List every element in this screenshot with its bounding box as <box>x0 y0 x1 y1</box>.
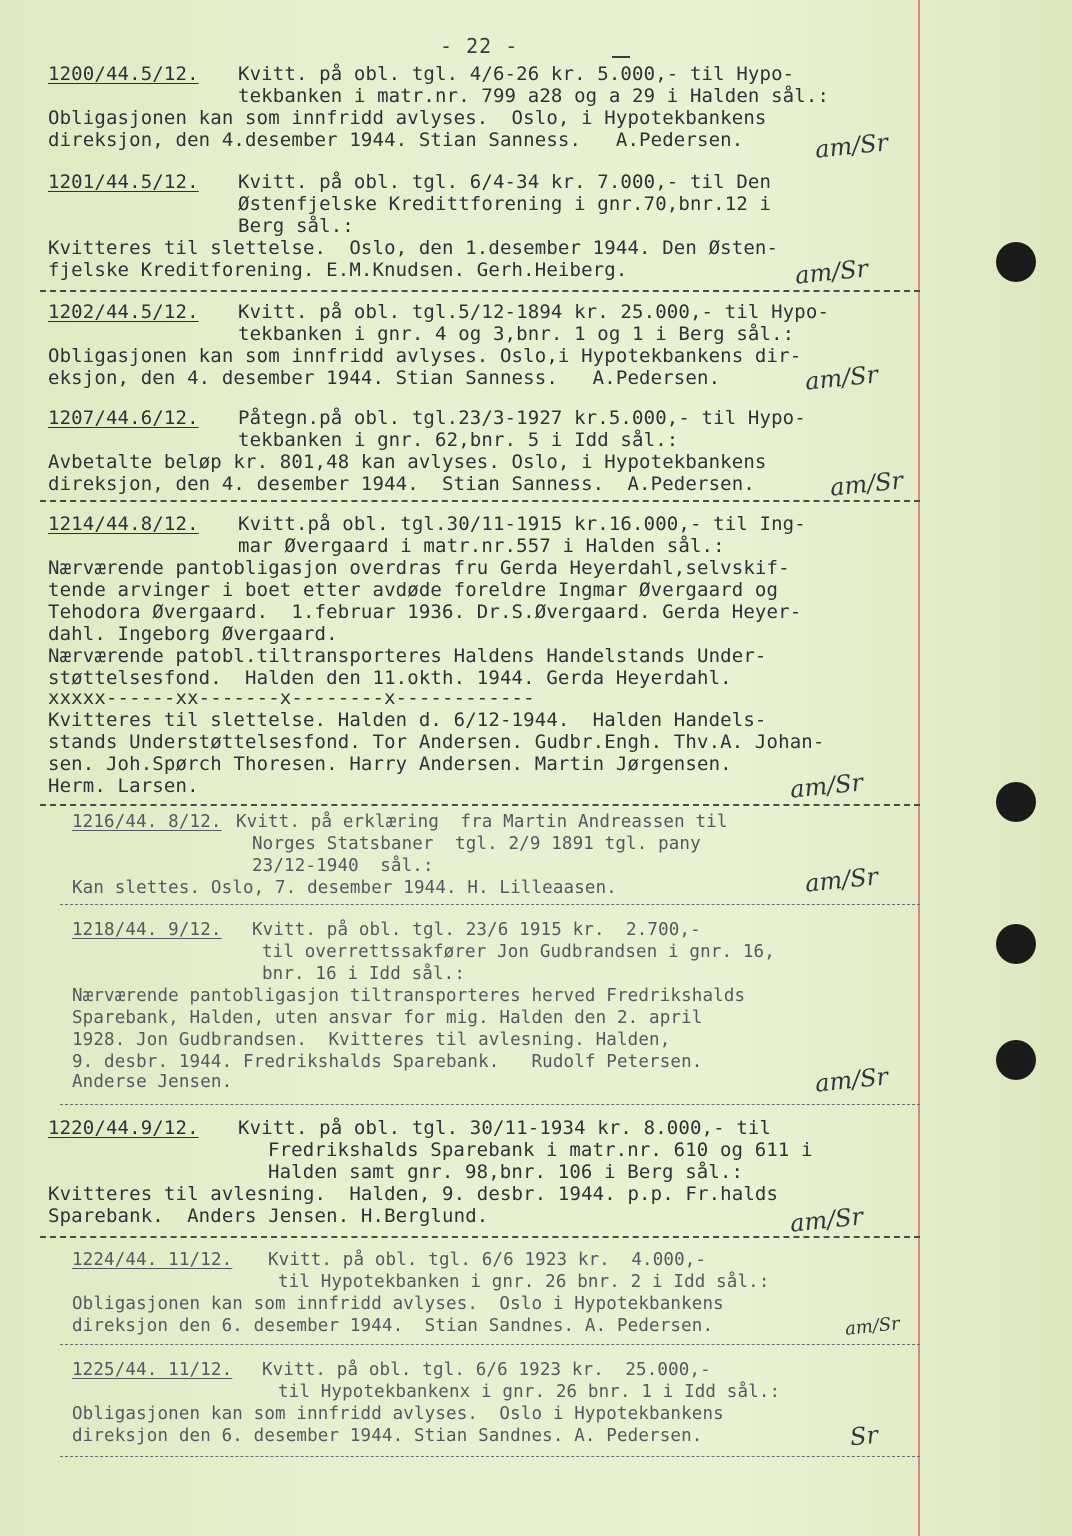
entry-line: Kan slettes. Oslo, 7. desember 1944. H. Lilleaasen. <box>72 878 617 898</box>
header-mark <box>612 56 630 58</box>
initials-mark: am/Sr <box>788 1202 865 1238</box>
entry-line: Tehodora Øvergaard. 1.februar 1936. Dr.S.Øvergaard. Gerda Heyer- <box>48 601 802 623</box>
entry-ref: 1201/44.5/12. <box>48 171 199 193</box>
entry-line: Kvitt. på obl. tgl.5/12-1894 kr. 25.000,- til Hypo- <box>238 301 830 323</box>
entry-line: Herm. Larsen. <box>48 775 199 797</box>
entry-line: tekbanken i matr.nr. 799 a28 og a 29 i Halden sål.: <box>238 85 830 107</box>
entry-separator <box>60 1344 920 1345</box>
entry-line: til Hypotekbanken i gnr. 26 bnr. 2 i Idd sål.: <box>278 1272 770 1292</box>
entry-ref: 1225/44. 11/12. <box>72 1360 233 1380</box>
initials-mark: am/Sr <box>793 254 870 290</box>
entry-line: direksjon, den 4.desember 1944. Stian Sanness. A.Pedersen. <box>48 129 744 151</box>
entry-line: Obligasjonen kan som innfridd avlyses. Oslo i Hypotekbankens <box>72 1404 724 1424</box>
entry-line: xxxxx------xx-------x--------x------------ <box>48 687 535 709</box>
entry-line: mar Øvergaard i matr.nr.557 i Halden sål.: <box>238 535 725 557</box>
binder-hole-3 <box>996 924 1036 964</box>
entry-line: Obligasjonen kan som innfridd avlyses. Oslo,i Hypotekbankens dir- <box>48 345 802 367</box>
entry-line: 9. desbr. 1944. Fredrikshalds Sparebank. Rudolf Petersen. <box>72 1052 703 1072</box>
entry-ref: 1224/44. 11/12. <box>72 1250 233 1270</box>
entry-line: direksjon den 6. desember 1944. Stian Sandnes. A. Pedersen. <box>72 1426 703 1446</box>
entry-line: Kvitt.på obl. tgl.30/11-1915 kr.16.000,- til Ing- <box>238 513 806 535</box>
entry-line: Kvitt. på obl. tgl. 4/6-26 kr. 5.000,- til Hypo- <box>238 63 795 85</box>
binder-hole-4 <box>996 1040 1036 1080</box>
entry-line: Kvitt. på obl. tgl. 6/6 1923 kr. 4.000,- <box>268 1250 707 1270</box>
entry-ref: 1202/44.5/12. <box>48 301 199 323</box>
entry-line: Norges Statsbaner tgl. 2/9 1891 tgl. pany <box>252 834 701 854</box>
entry-line: Sparebank, Halden, uten ansvar for mig. Halden den 2. april <box>72 1008 703 1028</box>
binder-hole-2 <box>996 782 1036 822</box>
entry-line: Nærværende pantobligasjon tiltransporteres herved Fredrikshalds <box>72 986 746 1006</box>
entry-line: til overrettssakfører Jon Gudbrandsen i gnr. 16, <box>262 942 775 962</box>
initials-mark: am/Sr <box>803 360 880 396</box>
entry-separator <box>40 1236 920 1238</box>
entry-line: eksjon, den 4. desember 1944. Stian Sanness. A.Pedersen. <box>48 367 721 389</box>
initials-mark: am/Sr <box>844 1313 901 1340</box>
entry-line: Kvitt. på obl. tgl. 6/6 1923 kr. 25.000,- <box>262 1360 711 1380</box>
entry-line: Halden samt gnr. 98,bnr. 106 i Berg sål.: <box>268 1161 744 1183</box>
entry-line: Obligasjonen kan som innfridd avlyses. Oslo, i Hypotekbankens <box>48 107 767 129</box>
initials-mark: am/Sr <box>813 1062 890 1098</box>
entry-separator <box>40 804 920 806</box>
entry-ref: 1200/44.5/12. <box>48 63 199 85</box>
entry-ref: 1220/44.9/12. <box>48 1117 199 1139</box>
entry-line: tekbanken i gnr. 4 og 3,bnr. 1 og 1 i Berg sål.: <box>238 323 795 345</box>
entry-line: Kvitt. på erklæring fra Martin Andreassen til <box>236 812 728 832</box>
entry-separator <box>60 904 920 905</box>
entry-line: Avbetalte beløp kr. 801,48 kan avlyses. Oslo, i Hypotekbankens <box>48 451 767 473</box>
page-number: - 22 - <box>440 34 519 58</box>
entry-line: Kvitteres til slettelse. Oslo, den 1.desember 1944. Den Østen- <box>48 237 779 259</box>
entry-line: direksjon, den 4. desember 1944. Stian Sanness. A.Pedersen. <box>48 473 755 495</box>
entry-line: Kvitteres til slettelse. Halden d. 6/12-1944. Halden Handels- <box>48 709 767 731</box>
entry-line: sen. Joh.Spørch Thoresen. Harry Andersen. Martin Jørgensen. <box>48 753 732 775</box>
initials-mark: Sr <box>848 1420 880 1452</box>
initials-mark: am/Sr <box>803 862 880 898</box>
entry-separator <box>40 290 920 292</box>
entry-line: tende arvinger i boet etter avdøde foreldre Ingmar Øvergaard og <box>48 579 779 601</box>
entry-ref: 1216/44. 8/12. <box>72 812 222 832</box>
entry-line: Fredrikshalds Sparebank i matr.nr. 610 og 611 i <box>268 1139 813 1161</box>
entry-line: Kvitteres til avlesning. Halden, 9. desbr. 1944. p.p. Fr.halds <box>48 1183 779 1205</box>
entry-line: Anderse Jensen. <box>72 1072 233 1092</box>
entry-line: bnr. 16 i Idd sål.: <box>262 964 466 984</box>
entry-line: Kvitt. på obl. tgl. 23/6 1915 kr. 2.700,- <box>252 920 701 940</box>
entry-line: Berg sål.: <box>238 215 354 237</box>
entry-line: Kvitt. på obl. tgl. 6/4-34 kr. 7.000,- til Den <box>238 171 772 193</box>
entry-line: tekbanken i gnr. 62,bnr. 5 i Idd sål.: <box>238 429 679 451</box>
entry-line: 23/12-1940 sål.: <box>252 856 434 876</box>
entry-ref: 1207/44.6/12. <box>48 407 199 429</box>
entry-ref: 1214/44.8/12. <box>48 513 199 535</box>
entry-line: stands Understøttelsesfond. Tor Andersen. Gudbr.Engh. Thv.A. Johan- <box>48 731 825 753</box>
entry-line: dahl. Ingeborg Øvergaard. <box>48 623 338 645</box>
entry-line: 1928. Jon Gudbrandsen. Kvitteres til avlesning. Halden, <box>72 1030 671 1050</box>
binder-hole-1 <box>996 242 1036 282</box>
entry-line: Sparebank. Anders Jensen. H.Berglund. <box>48 1205 489 1227</box>
entry-line: Nærværende patobl.tiltransporteres Haldens Handelstands Under- <box>48 645 767 667</box>
entry-line: Kvitt. på obl. tgl. 30/11-1934 kr. 8.000,- til <box>238 1117 772 1139</box>
initials-mark: am/Sr <box>788 768 865 804</box>
initials-mark: am/Sr <box>828 466 905 502</box>
entry-line: fjelske Kreditforening. E.M.Knudsen. Gerh.Heiberg. <box>48 259 628 281</box>
initials-mark: am/Sr <box>813 128 890 164</box>
entry-separator <box>60 1456 920 1457</box>
entry-line: Påtegn.på obl. tgl.23/3-1927 kr.5.000,- til Hypo- <box>238 407 806 429</box>
entry-line: Obligasjonen kan som innfridd avlyses. Oslo i Hypotekbankens <box>72 1294 724 1314</box>
red-margin-line <box>918 0 920 1536</box>
entry-line: direksjon den 6. desember 1944. Stian Sandnes. A. Pedersen. <box>72 1316 714 1336</box>
entry-separator <box>60 1104 920 1105</box>
entry-line: Østenfjelske Kredittforening i gnr.70,bnr.12 i <box>238 193 772 215</box>
entry-ref: 1218/44. 9/12. <box>72 920 222 940</box>
entry-line: Nærværende pantobligasjon overdras fru Gerda Heyerdahl,selvskif- <box>48 557 790 579</box>
entry-line: støttelsesfond. Halden den 11.okth. 1944. Gerda Heyerdahl. <box>48 667 732 689</box>
entry-line: til Hypotekbankenx i gnr. 26 bnr. 1 i Idd sål.: <box>278 1382 781 1402</box>
entry-separator <box>40 500 920 502</box>
